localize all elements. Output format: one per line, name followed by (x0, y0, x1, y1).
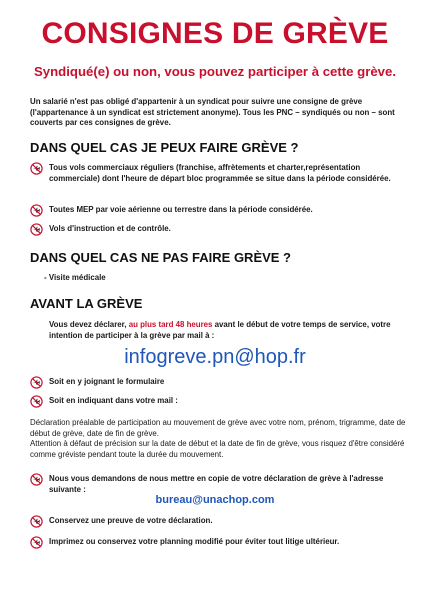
exception-item: - Visite médicale (44, 273, 106, 282)
declaration-text-end: avant le début de votre temps de service, votre intention de participer à la grève par mail à : (49, 320, 391, 340)
list-item-text: Imprimez ou conservez votre planning modifié pour éviter tout litige ultérieur. (49, 537, 340, 546)
no-plane-icon (30, 536, 43, 549)
page-subtitle: Syndiqué(e) ou non, vous pouvez participer à cette grève. (34, 64, 396, 79)
list-item-text: Conservez une preuve de votre déclaration. (49, 516, 213, 525)
list-item (30, 395, 410, 408)
list-item (30, 223, 410, 236)
list-item-text: Toutes MEP par voie aérienne ou terrestre dans la période considérée. (49, 205, 313, 214)
declaration-text-start: Vous devez déclarer, (49, 320, 129, 329)
list-item (30, 376, 410, 389)
list-item-text: Soit en indiquant dans votre mail : (49, 396, 178, 405)
no-plane-icon (30, 473, 43, 486)
intro-paragraph: Un salarié n'est pas obligé d'appartenir à un syndicat pour suivre une consigne de grève (l'appartenance à un syndicat est strictement anonyme). Tous les PNC – syndiqués ou non – sont couverts par ces consignes de grève. (30, 97, 395, 127)
list-item (30, 204, 410, 217)
list-item-text: Vols d'instruction et de contrôle. (49, 224, 171, 233)
list-item-text: Tous vols commerciaux réguliers (franchise, affrètements et charter,représentation commerciale) dont l'heure de départ bloc programmée se situe dans la période considérée. (49, 163, 391, 183)
page-title: CONSIGNES DE GRÈVE (41, 17, 389, 50)
no-plane-icon (30, 162, 43, 175)
list-item (30, 536, 410, 549)
no-plane-icon (30, 204, 43, 217)
section-heading-can-strike: DANS QUEL CAS JE PEUX FAIRE GRÈVE ? (30, 140, 299, 155)
list-item (30, 473, 410, 495)
section-heading-no-strike: DANS QUEL CAS NE PAS FAIRE GRÈVE ? (30, 250, 292, 265)
details-text: Déclaration préalable de participation au mouvement de grève avec votre nom, prénom, trigramme, date de début de grève, date de fin de grève. (30, 418, 406, 438)
no-plane-icon (30, 395, 43, 408)
no-plane-icon (30, 515, 43, 528)
copy-email-address[interactable]: bureau@unachop.com (155, 494, 275, 506)
warning-text: Attention à défaut de précision sur la date de début et la date de fin de grève, vous risquez d'être considéré comme gréviste pendant toute la durée du mouvement. (30, 439, 405, 459)
list-item-text: Soit en y joignant le formulaire (49, 377, 165, 386)
list-item (30, 515, 410, 528)
no-plane-icon (30, 223, 43, 236)
no-plane-icon (30, 376, 43, 389)
declaration-details (30, 418, 410, 460)
declaration-instruction (49, 320, 399, 341)
list-item-text: Nous vous demandons de nous mettre en copie de votre déclaration de grève à l'adresse suivante : (49, 474, 384, 494)
section-heading-before-strike: AVANT LA GRÈVE (30, 296, 143, 311)
deadline-highlight: au plus tard 48 heures (128, 320, 213, 329)
list-item (30, 162, 410, 184)
strike-email-address[interactable]: infogreve.pn@hop.fr (124, 346, 306, 368)
